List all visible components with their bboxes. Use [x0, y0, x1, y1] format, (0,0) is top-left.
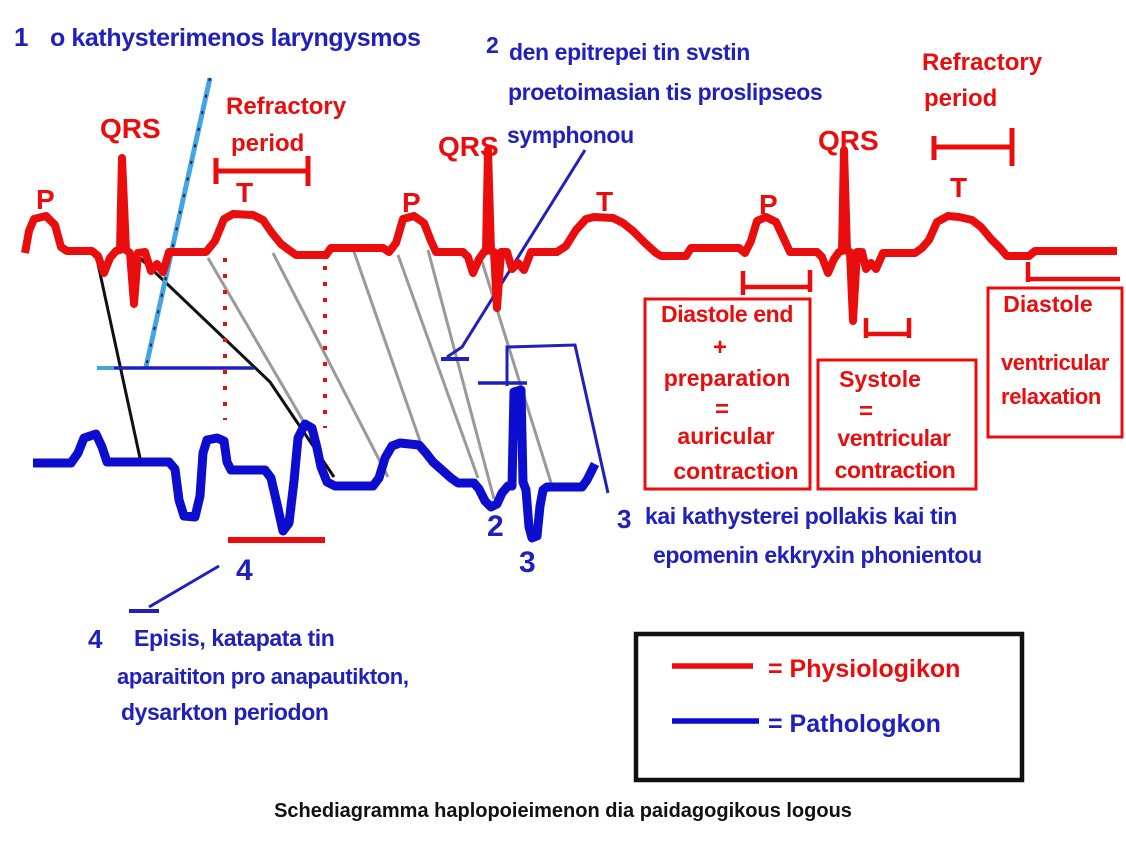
diastole-line2: ventricular	[1000, 350, 1110, 375]
diastole-end-line2: +	[712, 334, 728, 361]
t-label-1: T	[236, 177, 254, 208]
note4-line2: aparaititon pro anapautikton,	[117, 664, 409, 689]
trace-marker-2: 2	[487, 510, 504, 543]
connector-gray-1	[208, 258, 312, 436]
note2-line1: den epitrepei tin svstin	[509, 39, 750, 65]
connector-gray-3	[352, 246, 420, 441]
p3-bracket-diastole-end	[743, 270, 810, 295]
note1-text: o kathysterimenos laryngysmos	[50, 24, 421, 52]
connector-gray-2	[273, 253, 388, 477]
diastole-end-line1: Diastole end	[661, 301, 793, 327]
p-label-1: P	[36, 184, 55, 215]
refractory-bracket-2	[934, 128, 1012, 166]
note3-number: 3	[617, 504, 632, 534]
systole-line1: Systole	[839, 366, 921, 392]
blue-ecg-trace	[33, 390, 595, 538]
note3-line2: epomenin ekkryxin phonientou	[653, 542, 982, 568]
refractory-label-2-line1: Refractory	[922, 49, 1043, 76]
note3-line1: kai kathysterei pollakis kai tin	[645, 503, 957, 529]
refractory-label-2-line2: period	[924, 85, 998, 112]
p-label-2: P	[402, 187, 421, 218]
trace-marker-3: 3	[519, 546, 536, 579]
refractory-bracket-1	[216, 156, 308, 186]
p-label-3: P	[759, 189, 778, 220]
diastole-line1: Diastole	[1003, 291, 1093, 317]
systole-line2: =	[858, 398, 874, 425]
qrs-label-2: QRS	[438, 131, 499, 162]
t-label-3: T	[950, 172, 968, 203]
diastole-line3: relaxation	[1001, 384, 1101, 409]
caption: Schediagramma haplopoieimenon dia paidagogikous logous	[274, 800, 852, 822]
qrs-label-1: QRS	[100, 113, 161, 144]
note2-line2: proetoimasian tis proslipseos	[508, 79, 823, 105]
note1-number: 1	[14, 22, 29, 52]
diastole-end-line6: contraction	[673, 458, 799, 484]
legend	[636, 634, 1022, 780]
note4-number: 4	[88, 624, 103, 654]
t3-bracket-diastole	[1028, 262, 1120, 282]
legend-pathological-label: = Pathologkon	[768, 710, 941, 738]
systole-line4: contraction	[834, 457, 956, 483]
qrs-label-3: QRS	[818, 125, 879, 156]
note2-line3: symphonou	[507, 122, 634, 148]
callout-line-note4	[149, 566, 219, 607]
trace-marker-4: 4	[236, 554, 253, 587]
diastole-end-line4: =	[714, 396, 730, 423]
t-label-2: T	[596, 186, 614, 217]
qrs3-bracket-systole	[866, 318, 909, 338]
refractory-label-1-line1: Refractory	[226, 93, 347, 120]
diastole-end-line3: preparation	[663, 365, 791, 391]
systole-line3: ventricular	[837, 425, 951, 451]
note4-line3: dysarkton periodon	[121, 699, 329, 725]
note4-line1: Episis, katapata tin	[134, 625, 335, 651]
note2-number: 2	[486, 32, 499, 58]
legend-physiological-label: = Physiologikon	[768, 655, 961, 683]
refractory-label-1-line2: period	[231, 130, 305, 157]
diastole-end-line5: auricular	[677, 423, 775, 449]
